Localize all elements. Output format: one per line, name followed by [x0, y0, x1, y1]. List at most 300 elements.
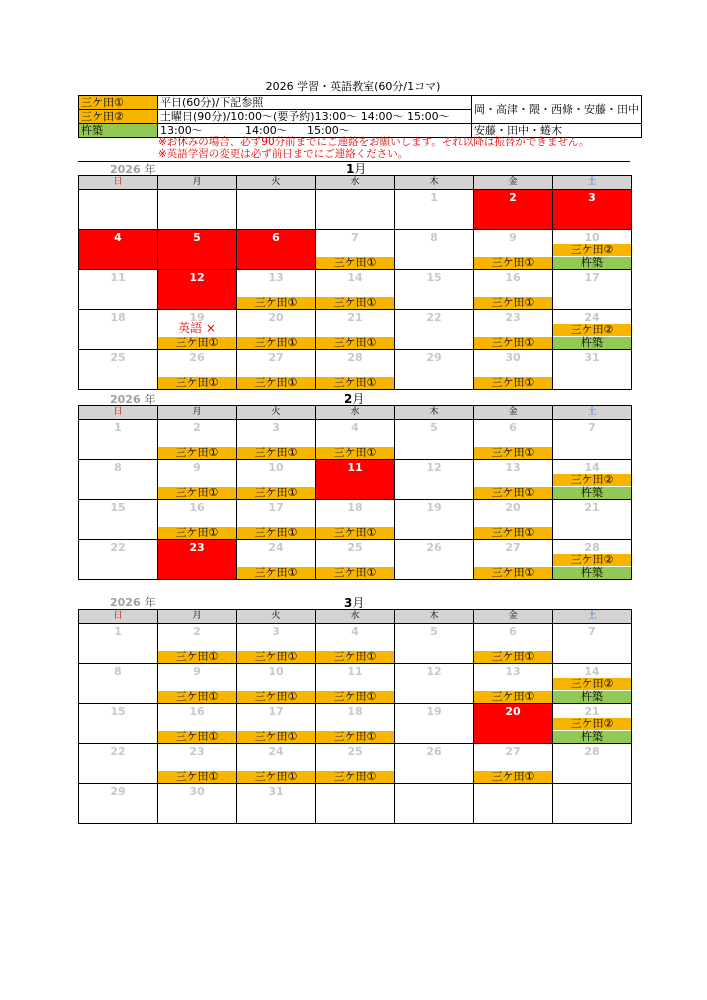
- calendar-week-row: [79, 540, 632, 580]
- day-number: 4: [351, 421, 359, 434]
- calendar-day: [316, 270, 395, 310]
- class-badge: 三ケ田①: [237, 527, 315, 539]
- class-badge: 三ケ田①: [316, 447, 394, 459]
- calendar-day: [316, 230, 395, 270]
- day-number: 9: [193, 665, 201, 678]
- calendar-week-row: [79, 350, 632, 390]
- day-note: 英語 ×: [178, 321, 216, 335]
- calendar-day: [237, 350, 316, 390]
- weekday-header-row: [79, 610, 632, 624]
- calendar-day: [474, 270, 553, 310]
- day-number: 9: [193, 461, 201, 474]
- class-badge: 三ケ田①: [158, 377, 236, 389]
- day-number: 21: [584, 501, 600, 514]
- calendar-week-row: [79, 420, 632, 460]
- class-badge: 杵築: [553, 487, 631, 499]
- legend-desc: 土曜日(90分)/10:00～(要予約)13:00～ 14:00～ 15:00～: [158, 110, 472, 124]
- weekday-header: 土: [553, 406, 632, 420]
- calendar-day: [316, 704, 395, 744]
- day-number: 27: [268, 351, 284, 364]
- calendar-empty-cell: [316, 190, 395, 230]
- class-badge: 三ケ田①: [474, 691, 552, 703]
- legend-name: 杵築: [79, 124, 158, 138]
- day-number: 30: [189, 785, 205, 798]
- calendar-day: [395, 460, 474, 500]
- day-number: 5: [193, 231, 201, 244]
- class-badge: 三ケ田①: [237, 377, 315, 389]
- calendar-day: [553, 704, 632, 744]
- month-title: 2月: [344, 392, 365, 406]
- calendar-day: [395, 744, 474, 784]
- class-badge: 三ケ田①: [316, 257, 394, 269]
- day-number: 14: [584, 665, 600, 678]
- calendar-day: [237, 500, 316, 540]
- class-badge: 杵築: [553, 567, 631, 579]
- day-number: 7: [351, 231, 359, 244]
- day-number: 23: [189, 541, 205, 554]
- day-number: 31: [268, 785, 284, 798]
- calendar-day: [237, 624, 316, 664]
- weekday-header: 火: [237, 610, 316, 624]
- day-number: 19: [426, 705, 442, 718]
- calendar-day-holiday: [158, 540, 237, 580]
- day-number: 18: [347, 501, 363, 514]
- calendar-day: [237, 460, 316, 500]
- calendar-day: [395, 270, 474, 310]
- day-number: 16: [505, 271, 521, 284]
- calendar-week-row: [79, 704, 632, 744]
- day-number: 26: [426, 541, 442, 554]
- class-badge: 三ケ田①: [316, 651, 394, 663]
- day-number: 27: [505, 745, 521, 758]
- legend-staff: 安藤・田中・蜷木: [472, 124, 642, 138]
- class-badge: 三ケ田①: [474, 447, 552, 459]
- month-title: 3月: [344, 596, 365, 610]
- day-number: 25: [110, 351, 126, 364]
- calendar-empty-cell: [158, 190, 237, 230]
- day-number: 23: [505, 311, 521, 324]
- month-year: 2026 年: [110, 393, 156, 406]
- day-number: 3: [272, 421, 280, 434]
- day-number: 12: [426, 665, 442, 678]
- day-number: 11: [110, 271, 126, 284]
- legend-staff: 岡・高津・隈・西條・安藤・田中: [472, 96, 642, 124]
- class-badge: 三ケ田①: [316, 337, 394, 349]
- weekday-header: 日: [79, 176, 158, 190]
- day-number: 31: [584, 351, 600, 364]
- class-badge: 三ケ田①: [237, 297, 315, 309]
- calendar-day: [237, 270, 316, 310]
- weekday-header: 水: [316, 610, 395, 624]
- calendar-day: [395, 230, 474, 270]
- weekday-header: 土: [553, 176, 632, 190]
- class-badge: 三ケ田①: [316, 297, 394, 309]
- calendar-week-row: [79, 230, 632, 270]
- day-number: 17: [268, 705, 284, 718]
- calendar-day: [79, 350, 158, 390]
- class-badge: 三ケ田①: [316, 731, 394, 743]
- calendar-day: [158, 350, 237, 390]
- calendar-day: [237, 744, 316, 784]
- day-number: 13: [268, 271, 284, 284]
- day-number: 18: [347, 705, 363, 718]
- class-badge: 三ケ田①: [237, 651, 315, 663]
- calendar-day: [474, 664, 553, 704]
- calendar-day: [316, 664, 395, 704]
- class-badge: 三ケ田②: [553, 244, 631, 256]
- class-badge: 三ケ田①: [158, 487, 236, 499]
- calendar-day: [158, 460, 237, 500]
- day-number: 3: [272, 625, 280, 638]
- day-number: 8: [430, 231, 438, 244]
- class-badge: 三ケ田①: [237, 487, 315, 499]
- calendar-day: [79, 540, 158, 580]
- calendar-day: [158, 624, 237, 664]
- calendar-day: [79, 704, 158, 744]
- calendar-week-row: [79, 624, 632, 664]
- day-number: 18: [110, 311, 126, 324]
- legend-time: 14:00～: [245, 124, 288, 137]
- class-badge: 三ケ田①: [316, 771, 394, 783]
- calendar-day: [553, 420, 632, 460]
- calendar-day: [79, 310, 158, 350]
- calendar-day: [553, 270, 632, 310]
- day-number: 7: [588, 625, 596, 638]
- class-badge: 三ケ田①: [237, 731, 315, 743]
- class-badge: 三ケ田①: [158, 691, 236, 703]
- weekday-header: 土: [553, 610, 632, 624]
- class-badge: 三ケ田①: [237, 771, 315, 783]
- calendar-day: [316, 500, 395, 540]
- calendar-week-row: [79, 744, 632, 784]
- calendar-day: [79, 664, 158, 704]
- day-number: 23: [189, 745, 205, 758]
- legend-time: 13:00～: [160, 124, 203, 137]
- calendar-day: [395, 704, 474, 744]
- calendar-day: [237, 420, 316, 460]
- day-number: 2: [509, 191, 517, 204]
- calendar-day: [553, 460, 632, 500]
- weekday-header: 月: [158, 610, 237, 624]
- class-badge: 三ケ田①: [474, 567, 552, 579]
- calendar-week-row: [79, 270, 632, 310]
- day-number: 4: [114, 231, 122, 244]
- day-number: 9: [509, 231, 517, 244]
- day-number: 10: [268, 461, 284, 474]
- calendar-day: [395, 190, 474, 230]
- day-number: 19: [189, 311, 205, 324]
- day-number: 13: [505, 665, 521, 678]
- month-year: 2026 年: [110, 163, 156, 176]
- calendar-day: [158, 310, 237, 350]
- day-number: 21: [347, 311, 363, 324]
- day-number: 17: [584, 271, 600, 284]
- day-number: 5: [430, 421, 438, 434]
- day-number: 5: [430, 625, 438, 638]
- class-badge: 三ケ田①: [158, 337, 236, 349]
- calendar-day-holiday: [158, 230, 237, 270]
- calendar-empty-cell: [316, 784, 395, 824]
- calendar-week-row: [79, 664, 632, 704]
- notes: [158, 136, 589, 160]
- calendar-day: [316, 420, 395, 460]
- weekday-header: 木: [395, 406, 474, 420]
- day-number: 29: [110, 785, 126, 798]
- class-badge: 三ケ田①: [158, 651, 236, 663]
- day-number: 24: [268, 541, 284, 554]
- calendar-empty-cell: [474, 784, 553, 824]
- class-badge: 三ケ田①: [158, 731, 236, 743]
- day-number: 29: [426, 351, 442, 364]
- day-number: 28: [347, 351, 363, 364]
- calendar-month: [78, 405, 632, 580]
- day-number: 1: [114, 421, 122, 434]
- calendar-day: [237, 310, 316, 350]
- calendar-day: [474, 744, 553, 784]
- calendar-day: [474, 310, 553, 350]
- day-number: 3: [588, 191, 596, 204]
- day-number: 28: [584, 745, 600, 758]
- day-number: 10: [584, 231, 600, 244]
- weekday-header-row: [79, 176, 632, 190]
- calendar-day-holiday: [237, 230, 316, 270]
- class-badge: 三ケ田①: [237, 447, 315, 459]
- weekday-header: 水: [316, 176, 395, 190]
- calendar-day: [474, 230, 553, 270]
- weekday-header: 水: [316, 406, 395, 420]
- calendar-week-row: [79, 784, 632, 824]
- day-number: 2: [193, 421, 201, 434]
- calendar-day: [158, 744, 237, 784]
- day-number: 17: [268, 501, 284, 514]
- calendar-day: [553, 500, 632, 540]
- calendar-day: [474, 350, 553, 390]
- day-number: 12: [426, 461, 442, 474]
- calendar-day: [79, 460, 158, 500]
- calendar-day: [237, 784, 316, 824]
- calendar-empty-cell: [395, 784, 474, 824]
- calendar-day: [316, 540, 395, 580]
- day-number: 13: [505, 461, 521, 474]
- weekday-header: 月: [158, 406, 237, 420]
- day-number: 19: [426, 501, 442, 514]
- day-number: 16: [189, 501, 205, 514]
- calendar-day: [158, 500, 237, 540]
- calendar-day: [395, 540, 474, 580]
- day-number: 2: [193, 625, 201, 638]
- weekday-header-row: [79, 406, 632, 420]
- weekday-header: 金: [474, 610, 553, 624]
- calendar-day: [553, 664, 632, 704]
- calendar-day: [395, 420, 474, 460]
- day-number: 1: [430, 191, 438, 204]
- calendar-day: [316, 744, 395, 784]
- class-badge: 三ケ田②: [553, 324, 631, 336]
- calendar-day: [316, 350, 395, 390]
- note-line: ※お休みの場合、必ず90分前までにご連絡をお願いします。それ以降は振替ができません。: [158, 136, 590, 148]
- calendar-day: [158, 664, 237, 704]
- weekday-header: 日: [79, 406, 158, 420]
- day-number: 20: [505, 501, 521, 514]
- day-number: 4: [351, 625, 359, 638]
- class-badge: 三ケ田②: [553, 554, 631, 566]
- day-number: 11: [347, 461, 363, 474]
- day-number: 26: [189, 351, 205, 364]
- class-badge: 三ケ田①: [474, 487, 552, 499]
- day-number: 22: [110, 745, 126, 758]
- class-badge: 三ケ田①: [237, 567, 315, 579]
- calendar-day: [237, 540, 316, 580]
- day-number: 12: [189, 271, 205, 284]
- calendar-day-holiday: [474, 190, 553, 230]
- calendar-day: [474, 500, 553, 540]
- calendar-day: [158, 704, 237, 744]
- calendar-day: [474, 624, 553, 664]
- calendar-day: [395, 310, 474, 350]
- calendar-month: [78, 175, 632, 390]
- calendar-week-row: [79, 190, 632, 230]
- day-number: 14: [347, 271, 363, 284]
- day-number: 22: [110, 541, 126, 554]
- calendar-empty-cell: [553, 784, 632, 824]
- legend-name: 三ケ田②: [79, 110, 158, 124]
- day-number: 20: [268, 311, 284, 324]
- calendar-day: [79, 744, 158, 784]
- day-number: 8: [114, 665, 122, 678]
- day-number: 15: [426, 271, 442, 284]
- calendar-day: [474, 420, 553, 460]
- calendar-day: [79, 624, 158, 664]
- calendar-day: [158, 784, 237, 824]
- class-badge: 三ケ田①: [474, 337, 552, 349]
- calendar-week-row: [79, 310, 632, 350]
- calendar-week-row: [79, 500, 632, 540]
- calendar-day-holiday: [553, 190, 632, 230]
- calendar-day-holiday: [474, 704, 553, 744]
- day-number: 21: [584, 705, 600, 718]
- class-badge: 杵築: [553, 731, 631, 743]
- calendar-day-holiday: [79, 230, 158, 270]
- day-number: 22: [426, 311, 442, 324]
- day-number: 6: [509, 625, 517, 638]
- calendar-empty-cell: [79, 190, 158, 230]
- weekday-header: 月: [158, 176, 237, 190]
- class-badge: 三ケ田②: [553, 474, 631, 486]
- note-line: ※英語学習の変更は必ず前日までにご連絡ください。: [158, 148, 409, 160]
- class-badge: 三ケ田①: [474, 651, 552, 663]
- day-number: 11: [347, 665, 363, 678]
- legend-time: 15:00～: [307, 124, 350, 137]
- class-badge: 三ケ田①: [474, 527, 552, 539]
- calendar-day: [237, 664, 316, 704]
- day-number: 6: [509, 421, 517, 434]
- day-number: 6: [272, 231, 280, 244]
- day-number: 8: [114, 461, 122, 474]
- class-badge: 三ケ田①: [237, 337, 315, 349]
- legend-row: [79, 96, 642, 110]
- class-badge: 杵築: [553, 691, 631, 703]
- class-badge: 三ケ田①: [316, 691, 394, 703]
- calendar-day: [79, 784, 158, 824]
- calendar-day: [395, 624, 474, 664]
- day-number: 24: [584, 311, 600, 324]
- calendar-day: [553, 744, 632, 784]
- class-badge: 三ケ田①: [316, 567, 394, 579]
- class-badge: 三ケ田②: [553, 718, 631, 730]
- day-number: 14: [584, 461, 600, 474]
- day-number: 20: [505, 705, 521, 718]
- legend-table: [78, 95, 642, 138]
- day-number: 1: [114, 625, 122, 638]
- class-badge: 杵築: [553, 257, 631, 269]
- weekday-header: 火: [237, 406, 316, 420]
- weekday-header: 日: [79, 610, 158, 624]
- day-number: 24: [268, 745, 284, 758]
- class-badge: 三ケ田①: [474, 257, 552, 269]
- weekday-header: 木: [395, 610, 474, 624]
- calendar-day: [79, 420, 158, 460]
- calendar-day: [553, 540, 632, 580]
- calendar-week-row: [79, 460, 632, 500]
- class-badge: 三ケ田①: [474, 377, 552, 389]
- day-number: 27: [505, 541, 521, 554]
- day-number: 26: [426, 745, 442, 758]
- calendar-day: [79, 270, 158, 310]
- calendar-day: [316, 624, 395, 664]
- calendar-month: [78, 609, 632, 824]
- calendar-day: [553, 624, 632, 664]
- day-number: 10: [268, 665, 284, 678]
- weekday-header: 火: [237, 176, 316, 190]
- day-number: 16: [189, 705, 205, 718]
- page-title: 2026 学習・英語教室(60分/1コマ): [265, 80, 441, 93]
- calendar-day: [553, 350, 632, 390]
- calendar-day: [474, 540, 553, 580]
- class-badge: 三ケ田①: [158, 771, 236, 783]
- class-badge: 三ケ田①: [316, 377, 394, 389]
- weekday-header: 金: [474, 176, 553, 190]
- calendar-day: [237, 704, 316, 744]
- calendar-day: [158, 420, 237, 460]
- calendar-day: [395, 350, 474, 390]
- calendar-day-holiday: [316, 460, 395, 500]
- class-badge: 三ケ田①: [474, 297, 552, 309]
- calendar-day: [553, 310, 632, 350]
- class-badge: 三ケ田①: [316, 527, 394, 539]
- calendar-day: [316, 310, 395, 350]
- day-number: 28: [584, 541, 600, 554]
- day-number: 25: [347, 541, 363, 554]
- class-badge: 三ケ田②: [553, 678, 631, 690]
- month-title: 1月: [346, 162, 367, 176]
- class-badge: 三ケ田①: [158, 447, 236, 459]
- calendar-day: [395, 664, 474, 704]
- weekday-header: 木: [395, 176, 474, 190]
- calendar-day: [553, 230, 632, 270]
- month-year: 2026 年: [110, 596, 156, 609]
- weekday-header: 金: [474, 406, 553, 420]
- legend-name: 三ケ田①: [79, 96, 158, 110]
- class-badge: 三ケ田①: [237, 691, 315, 703]
- day-number: 7: [588, 421, 596, 434]
- calendar-empty-cell: [237, 190, 316, 230]
- class-badge: 杵築: [553, 337, 631, 349]
- day-number: 15: [110, 705, 126, 718]
- day-number: 25: [347, 745, 363, 758]
- calendar-day: [474, 460, 553, 500]
- calendar-day: [395, 500, 474, 540]
- day-number: 15: [110, 501, 126, 514]
